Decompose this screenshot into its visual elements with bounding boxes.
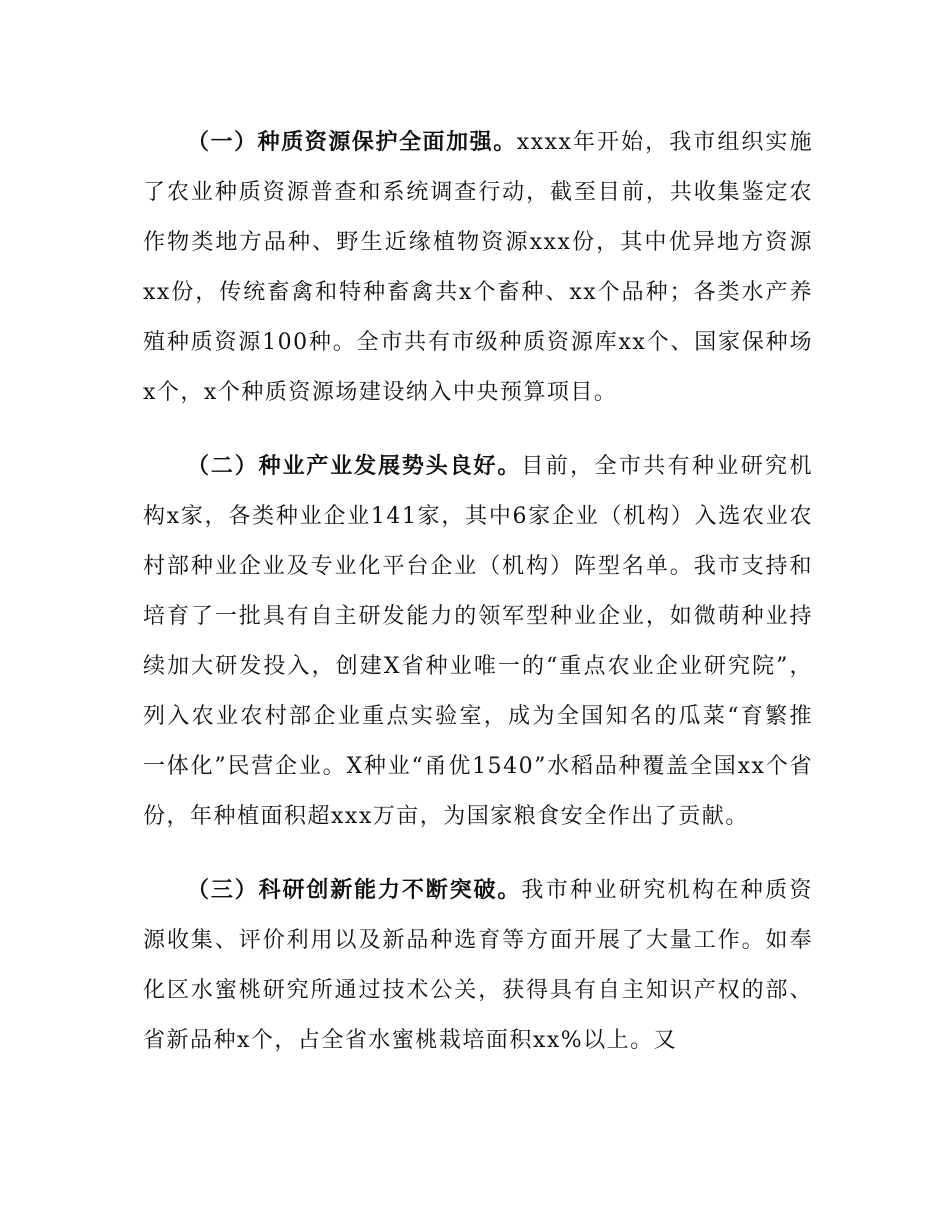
paragraph-3-text: 我市种业研究机构在种质资源收集、评价利用以及新品种选育等方面开展了大量工作。如奉化区水蜜桃研究所通过技术公关，获得具有自主知识产权的部、省新品种x个，占全省水蜜桃栽培面积xx%以上。又 (143, 878, 813, 1053)
paragraph-1-heading: （一）种质资源保护全面加强。 (187, 130, 517, 155)
paragraph-2-text: 目前，全市共有种业研究机构x家，各类种业企业141家，其中6家企业（机构）入选农业农村部种业企业及专业化平台企业（机构）阵型名单。我市支持和培育了一批具有自主研发能力的领军型种业企业，如微萌种业持续加大研发投入，创建X省种业唯一的“重点农业企业研究院”，列入农业农村部企业重点实验室，成为全国知名的瓜菜“育繁推一体化”民营企业。X种业“甬优1540”水稻品种覆盖全国xx个省份，年种植面积超xxx万亩，为国家粮食安全作出了贡献。 (143, 454, 813, 829)
paragraph-3 (143, 866, 813, 1066)
paragraph-1-text: xxxx年开始，我市组织实施了农业种质资源普查和系统调查行动，截至目前，共收集鉴定农作物类地方品种、野生近缘植物资源xxx份，其中优异地方资源xx份，传统畜禽和特种畜禽共x个畜种、xx个品种；各类水产养殖种质资源100种。全市共有市级种质资源库xx个、国家保种场x个，x个种质资源场建设纳入中央预算项目。 (143, 130, 813, 405)
paragraph-2-heading: （二）种业产业发展势头良好。 (187, 454, 522, 479)
paragraph-2 (143, 442, 813, 842)
document-body (143, 118, 813, 1066)
paragraph-3-heading: （三）科研创新能力不断突破。 (187, 878, 522, 903)
paragraph-1 (143, 118, 813, 418)
